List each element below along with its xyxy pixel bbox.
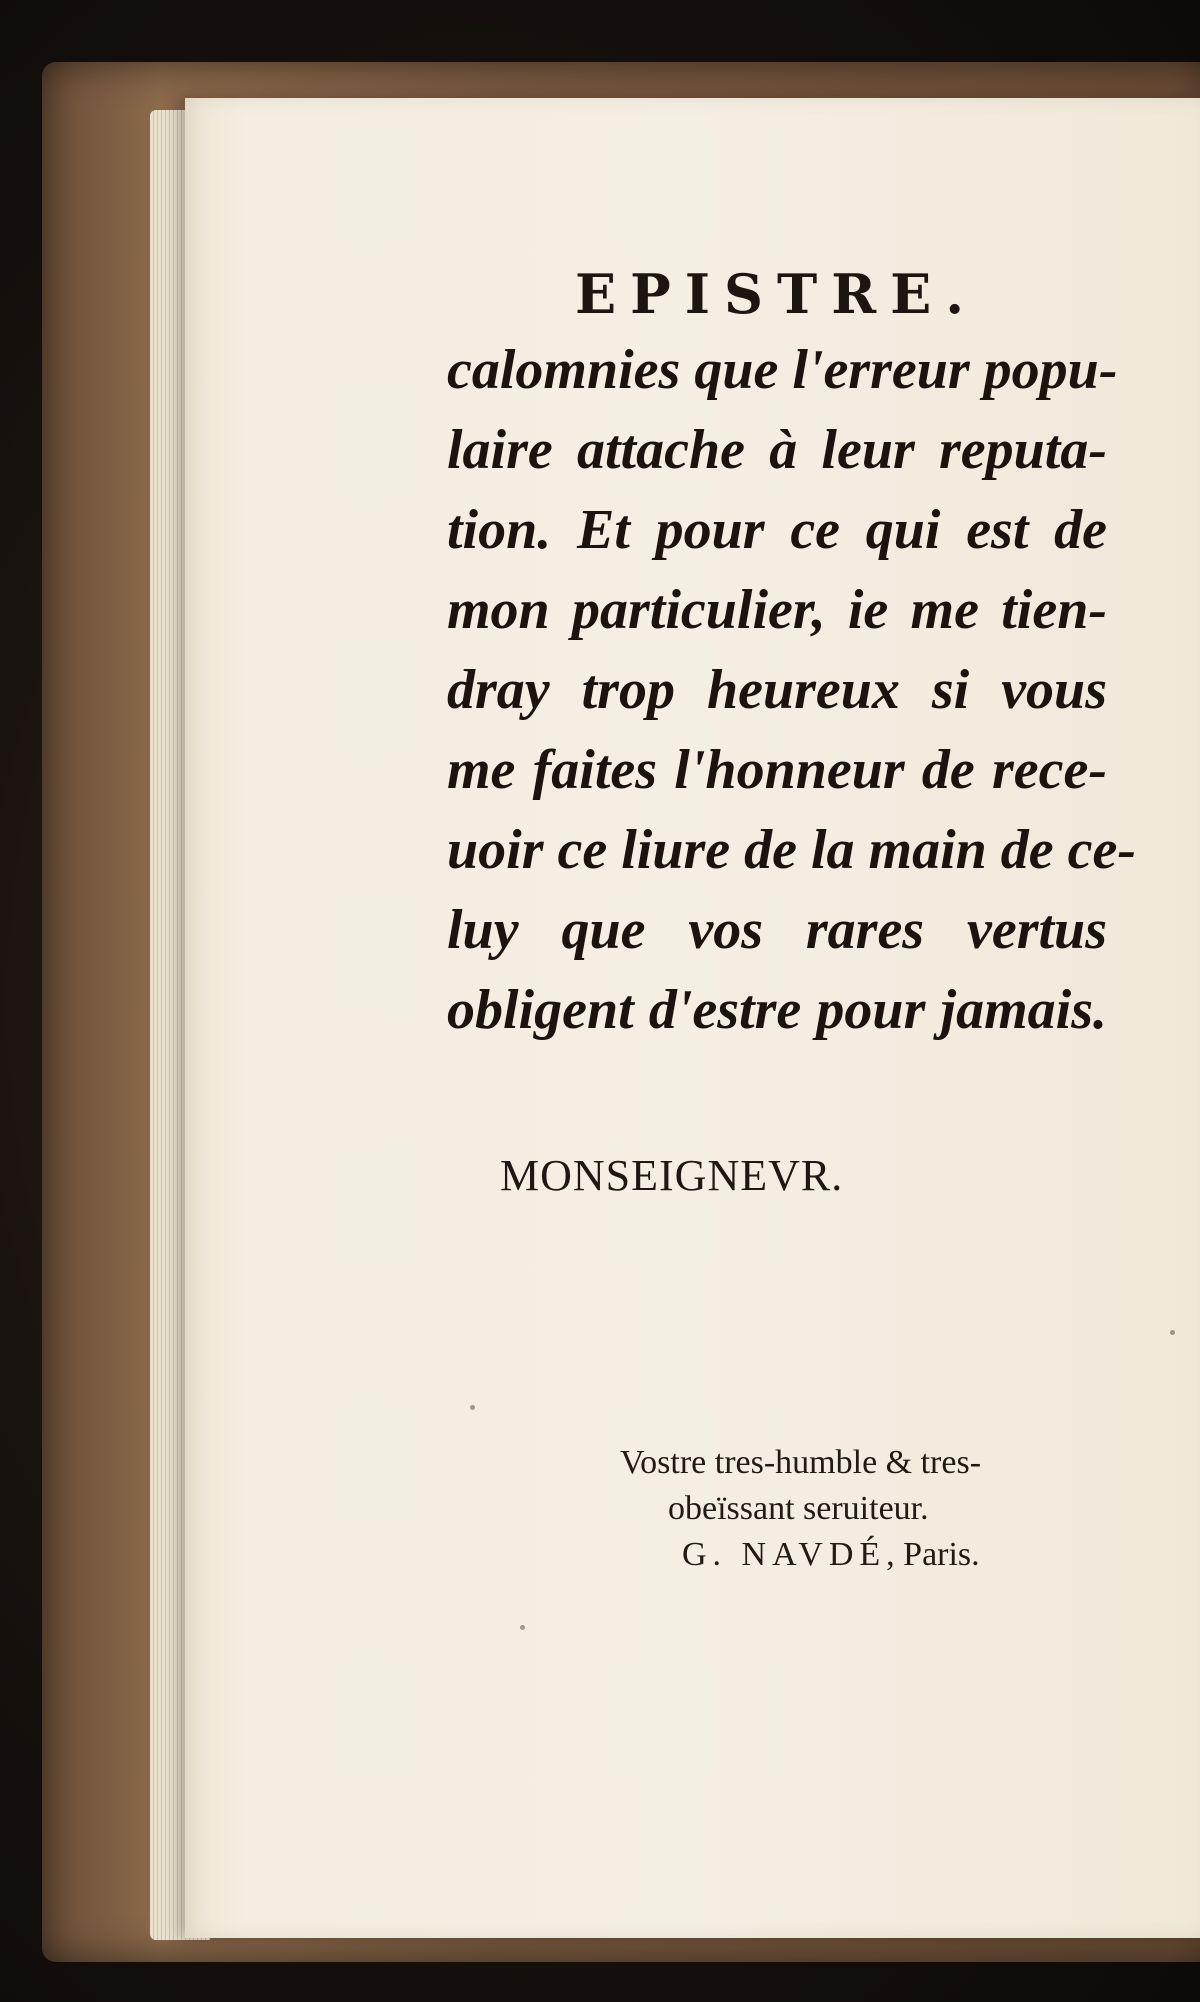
body-line: uoir ce liure de la main de ce-	[447, 819, 1137, 881]
closing-signature	[620, 1440, 981, 1578]
body-text	[447, 330, 1137, 1050]
paper-speck	[520, 1625, 525, 1630]
closing-line: obeïssant seruiteur.	[668, 1490, 929, 1527]
body-line: luy que vos rares vertus	[447, 899, 1107, 961]
body-line: calomnies que l'erreur popu-	[447, 339, 1118, 401]
place-name: , Paris.	[886, 1536, 980, 1573]
body-line: me faites l'honneur de rece-	[447, 739, 1107, 801]
body-line: laire attache à leur reputa-	[447, 419, 1107, 481]
paper-speck	[470, 1405, 475, 1410]
body-line: obligent d'estre pour jamais.	[447, 979, 1107, 1041]
running-head: EPISTRE.	[575, 262, 979, 326]
salutation: MONSEIGNEVR.	[500, 1151, 844, 1200]
body-line: tion. Et pour ce qui est de	[447, 499, 1107, 561]
body-line: mon particulier, ie me tien-	[447, 579, 1107, 641]
closing-line: Vostre tres-humble & tres-	[620, 1444, 982, 1481]
author-name: G. NAVDÉ	[682, 1536, 887, 1573]
body-line: dray trop heureux si vous	[447, 659, 1107, 721]
paper-speck	[1170, 1330, 1175, 1335]
author-line	[620, 1532, 981, 1578]
